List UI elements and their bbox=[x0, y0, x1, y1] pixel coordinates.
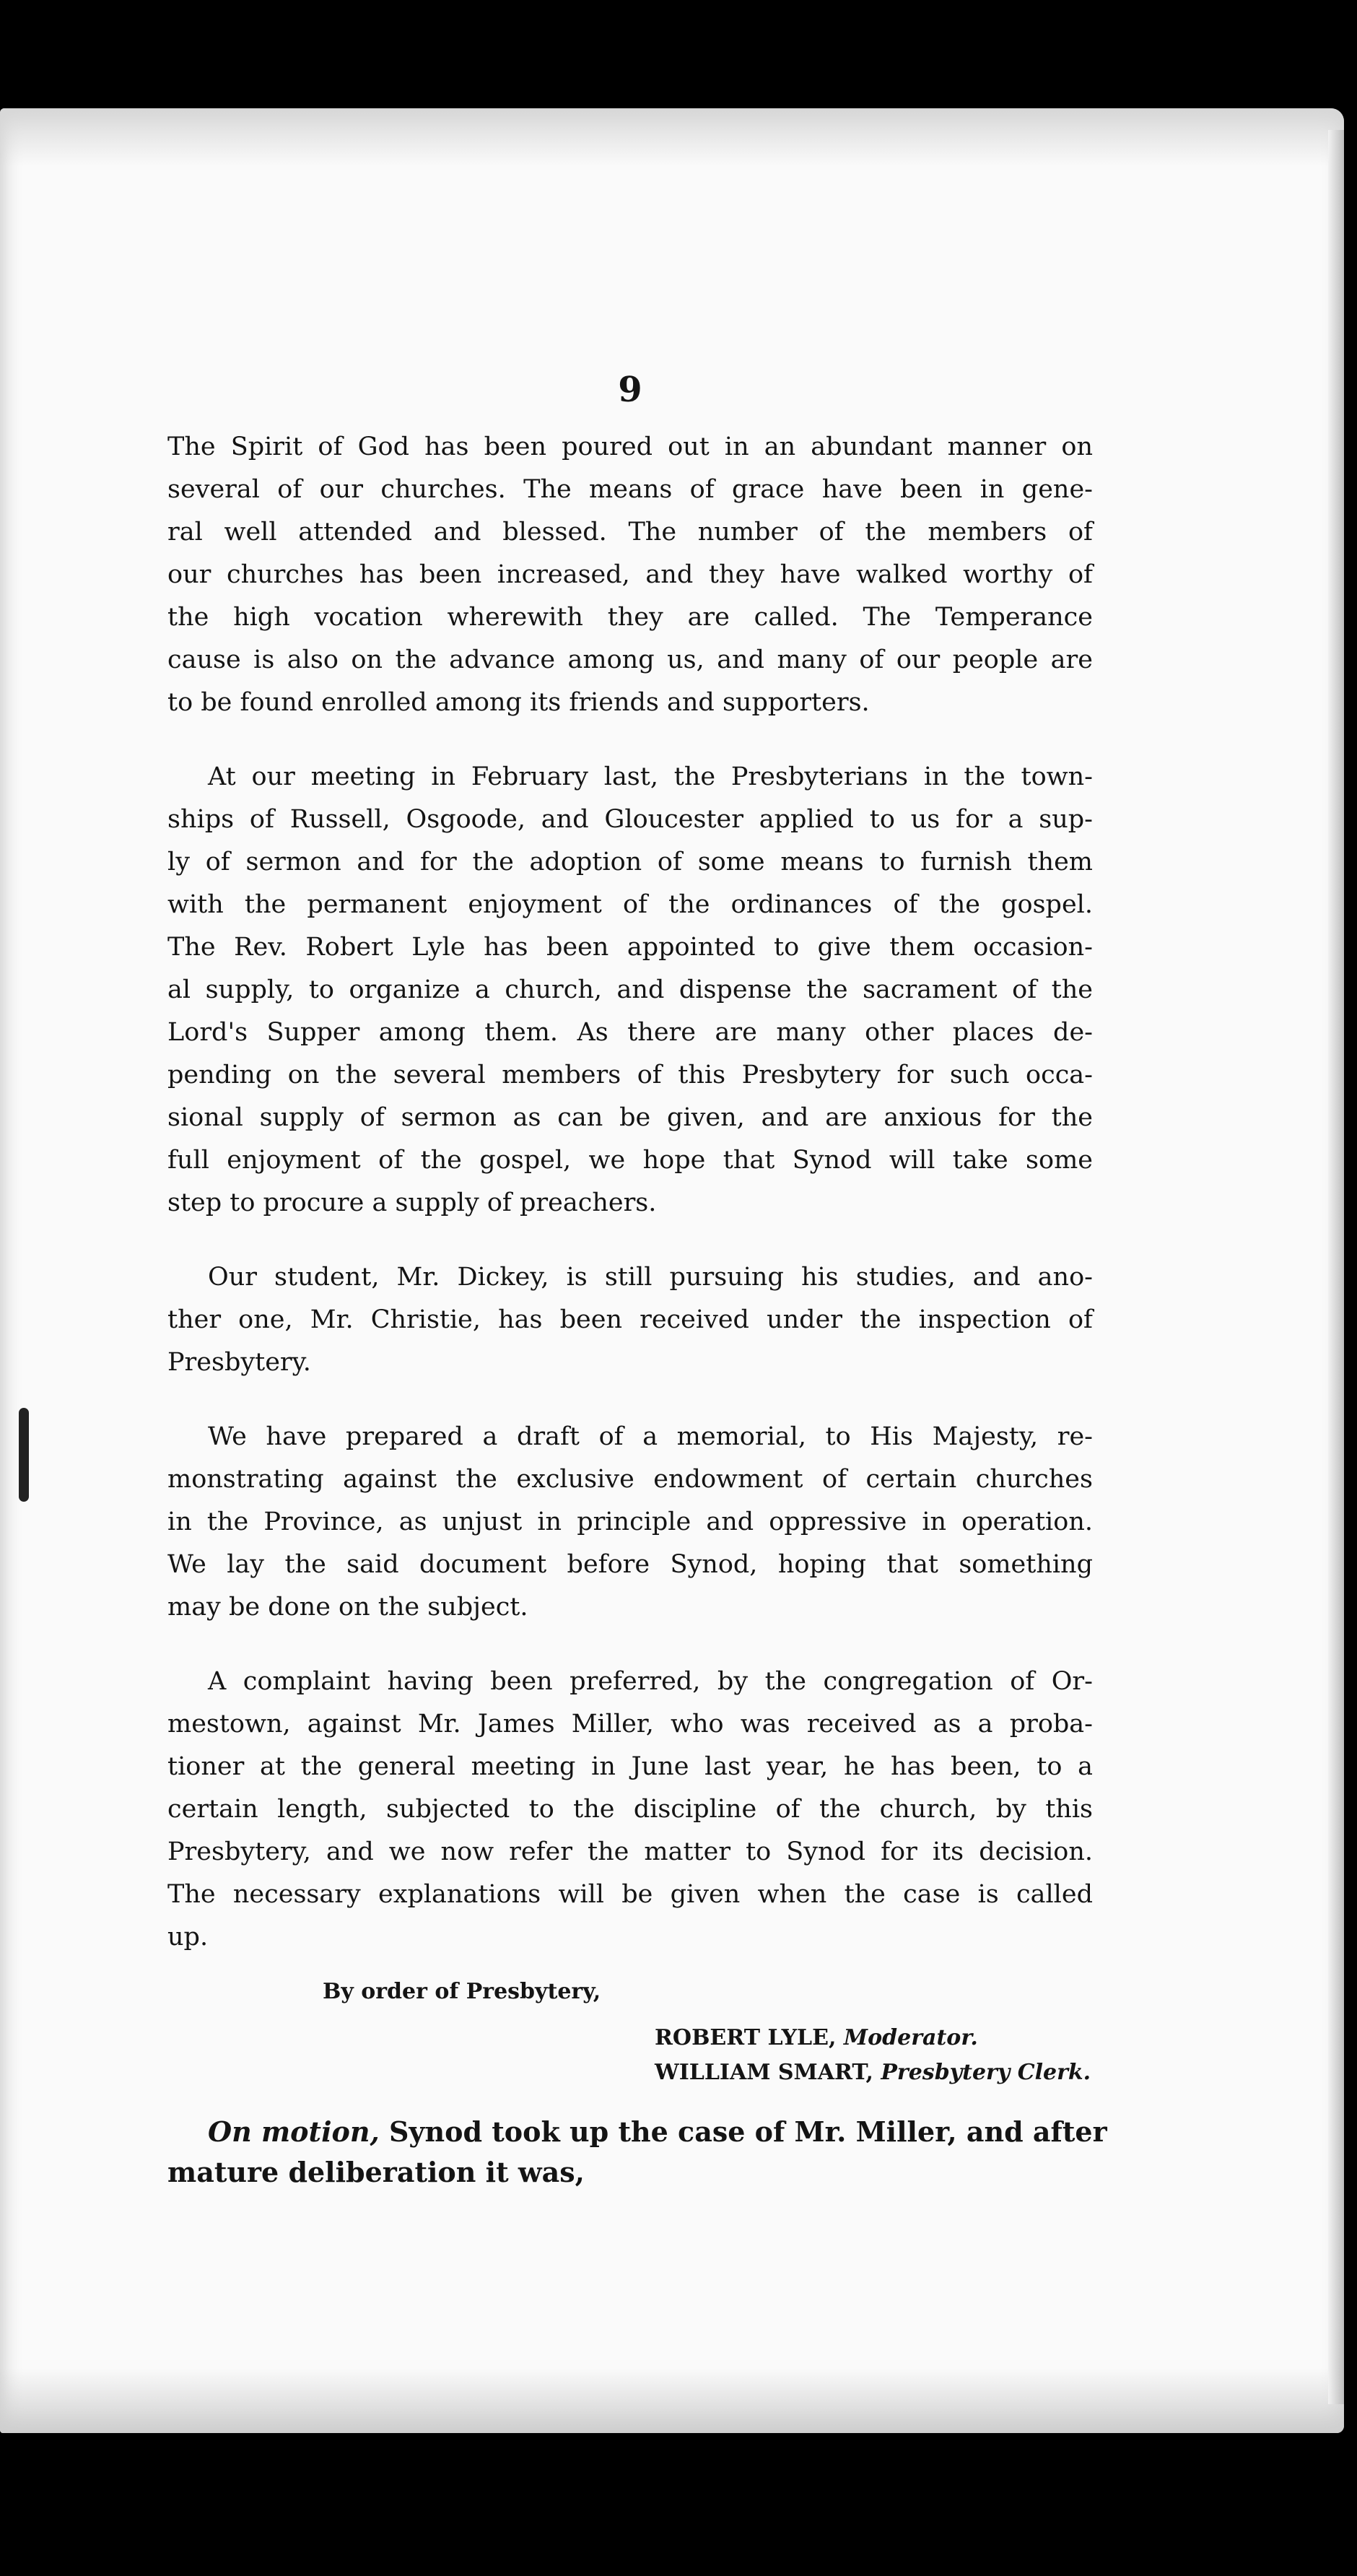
text-line: up. bbox=[167, 1923, 209, 1951]
text-line: our churches has been increased, and they have walked worthy of bbox=[167, 560, 1093, 589]
text-line: in the Province, as unjust in principle and oppressive in operation. bbox=[167, 1507, 1093, 1536]
text-line: several of our churches. The means of grace have been in gene- bbox=[167, 475, 1093, 504]
motion-text: Synod took up the case of Mr. Miller, and after bbox=[379, 2115, 1107, 2148]
clerk-name: WILLIAM SMART, bbox=[655, 2060, 873, 2085]
text-line: step to procure a supply of preachers. bbox=[167, 1188, 657, 1217]
motion-lead: On motion, bbox=[208, 2115, 380, 2148]
page-number: 9 bbox=[618, 370, 642, 410]
clerk-role: Presbytery Clerk. bbox=[881, 2060, 1091, 2085]
motion-paragraph bbox=[167, 2112, 1107, 2193]
paragraph-complaint bbox=[167, 1661, 1093, 1959]
paragraph-revival bbox=[167, 426, 1093, 724]
signature-clerk bbox=[655, 2055, 1093, 2090]
text-line: The Rev. Robert Lyle has been appointed to give them occasion- bbox=[167, 933, 1093, 962]
text-line: A complaint having been preferred, by the congregation of Or- bbox=[208, 1667, 1093, 1696]
text-line: sional supply of sermon as can be given, and are anxious for the bbox=[167, 1103, 1093, 1132]
signature-moderator bbox=[655, 2021, 1093, 2055]
moderator-role: Moderator. bbox=[843, 2025, 978, 2050]
text-line: Presbytery. bbox=[167, 1348, 311, 1377]
text-line: to be found enrolled among its friends and supporters. bbox=[167, 688, 870, 717]
text-line: ther one, Mr. Christie, has been received under the inspection of bbox=[167, 1305, 1093, 1334]
text-line: ships of Russell, Osgoode, and Gloucester applied to us for a sup- bbox=[167, 805, 1093, 834]
text-line: cause is also on the advance among us, and many of our people are bbox=[167, 645, 1093, 674]
text-line: al supply, to organize a church, and dispense the sacrament of the bbox=[167, 975, 1093, 1004]
text-line: At our meeting in February last, the Presbyterians in the town- bbox=[208, 762, 1093, 791]
text-line: We have prepared a draft of a memorial, to His Majesty, re- bbox=[208, 1422, 1093, 1451]
paragraph-students bbox=[167, 1256, 1093, 1384]
paragraph-townships bbox=[167, 756, 1093, 1224]
text-line: with the permanent enjoyment of the ordinances of the gospel. bbox=[167, 890, 1093, 919]
text-line: Our student, Mr. Dickey, is still pursuing his studies, and ano- bbox=[208, 1263, 1093, 1292]
text-line: mature deliberation it was, bbox=[167, 2156, 585, 2188]
text-line: tioner at the general meeting in June last year, he has been, to a bbox=[167, 1752, 1093, 1781]
text-line: We lay the said document before Synod, hoping that something bbox=[167, 1550, 1093, 1579]
page-edge bbox=[1328, 130, 1344, 2404]
paragraph-memorial bbox=[167, 1416, 1093, 1629]
text-line bbox=[167, 2112, 1107, 2152]
text-line: monstrating against the exclusive endowment of certain churches bbox=[167, 1465, 1093, 1494]
text-line: Presbytery, and we now refer the matter to Synod for its decision. bbox=[167, 1837, 1093, 1866]
text-line: mestown, against Mr. James Miller, who was received as a proba- bbox=[167, 1710, 1093, 1739]
text-line: pending on the several members of this Presbytery for such occa- bbox=[167, 1061, 1093, 1089]
signature-order: By order of Presbytery, bbox=[323, 1979, 601, 2004]
text-line: The Spirit of God has been poured out in an abundant manner on bbox=[167, 432, 1093, 461]
text-line: certain length, subjected to the discipline of the church, by this bbox=[167, 1795, 1093, 1824]
moderator-name: ROBERT LYLE, bbox=[655, 2025, 837, 2050]
text-line: ral well attended and blessed. The number of the members of bbox=[167, 518, 1093, 547]
text-line: The necessary explanations will be given when the case is called bbox=[167, 1880, 1093, 1909]
text-line: may be done on the subject. bbox=[167, 1593, 528, 1622]
text-block bbox=[167, 361, 1107, 2193]
text-line: ly of sermon and for the adoption of some means to furnish them bbox=[167, 848, 1093, 876]
text-line: Lord's Supper among them. As there are many other places de- bbox=[167, 1018, 1093, 1047]
text-line: full enjoyment of the gospel, we hope that Synod will take some bbox=[167, 1146, 1093, 1175]
binding-mark bbox=[19, 1408, 29, 1502]
text-line: the high vocation wherewith they are called. The Temperance bbox=[167, 603, 1093, 632]
